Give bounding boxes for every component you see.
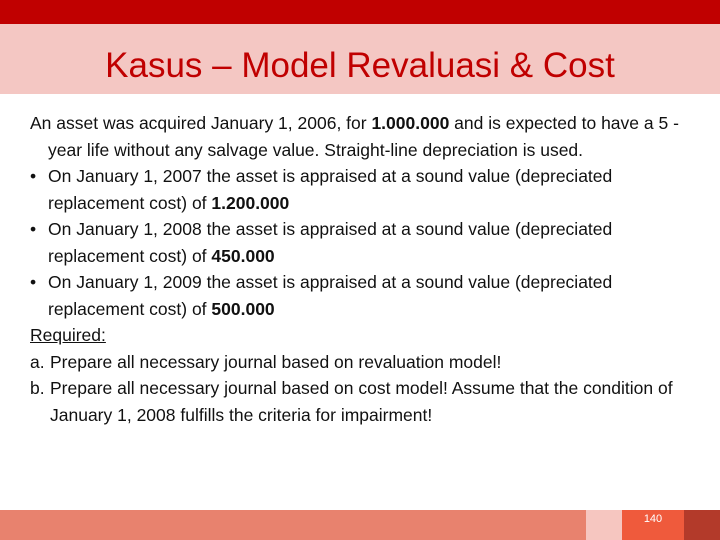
footer-segment: [586, 510, 622, 540]
task-text: Prepare all necessary journal based on cost model! Assume that the condition of January 1, 2008 fulfills the criteria for impairment!: [50, 378, 673, 425]
task-item-b: [30, 375, 700, 428]
task-label: a.: [30, 351, 45, 372]
bullet-text: On January 1, 2008 the asset is appraised at a sound value (depreciated replacement cost) of: [48, 219, 613, 266]
bullet-amount: 1.200.000: [211, 192, 290, 213]
footer-segment: [0, 510, 586, 540]
top-accent-bar: [0, 0, 720, 24]
bullet-item: [30, 163, 700, 216]
bullet-item: [30, 269, 700, 322]
intro-text-1: An asset was acquired January 1, 2006, for: [30, 113, 372, 133]
intro-text-2: and is expected to have a 5 -year life without any salvage value. Straight-line depreciation is used.: [48, 113, 679, 160]
intro-amount: 1.000.000: [371, 113, 450, 133]
bullet-marker: •: [30, 272, 37, 292]
bullet-marker: •: [30, 219, 37, 239]
task-text: Prepare all necessary journal based on revaluation model!: [50, 351, 502, 372]
bullet-amount: 500.000: [211, 298, 275, 319]
intro-paragraph: [30, 110, 700, 163]
task-item-a: [30, 349, 700, 376]
bullet-text: On January 1, 2007 the asset is appraised at a sound value (depreciated replacement cost) of: [48, 166, 613, 213]
bullet-text: On January 1, 2009 the asset is appraised at a sound value (depreciated replacement cost) of: [48, 272, 613, 319]
slide-title: Kasus – Model Revaluasi & Cost: [105, 46, 615, 85]
bullet-marker: •: [30, 166, 37, 186]
bullet-item: [30, 216, 700, 269]
page-number: 140: [643, 513, 663, 525]
required-heading: Required:: [30, 325, 106, 345]
slide-body: [30, 110, 700, 428]
footer-bar: [0, 510, 720, 540]
footer-segment: [684, 510, 720, 540]
bullet-amount: 450.000: [211, 245, 275, 266]
task-label: b.: [30, 378, 45, 398]
